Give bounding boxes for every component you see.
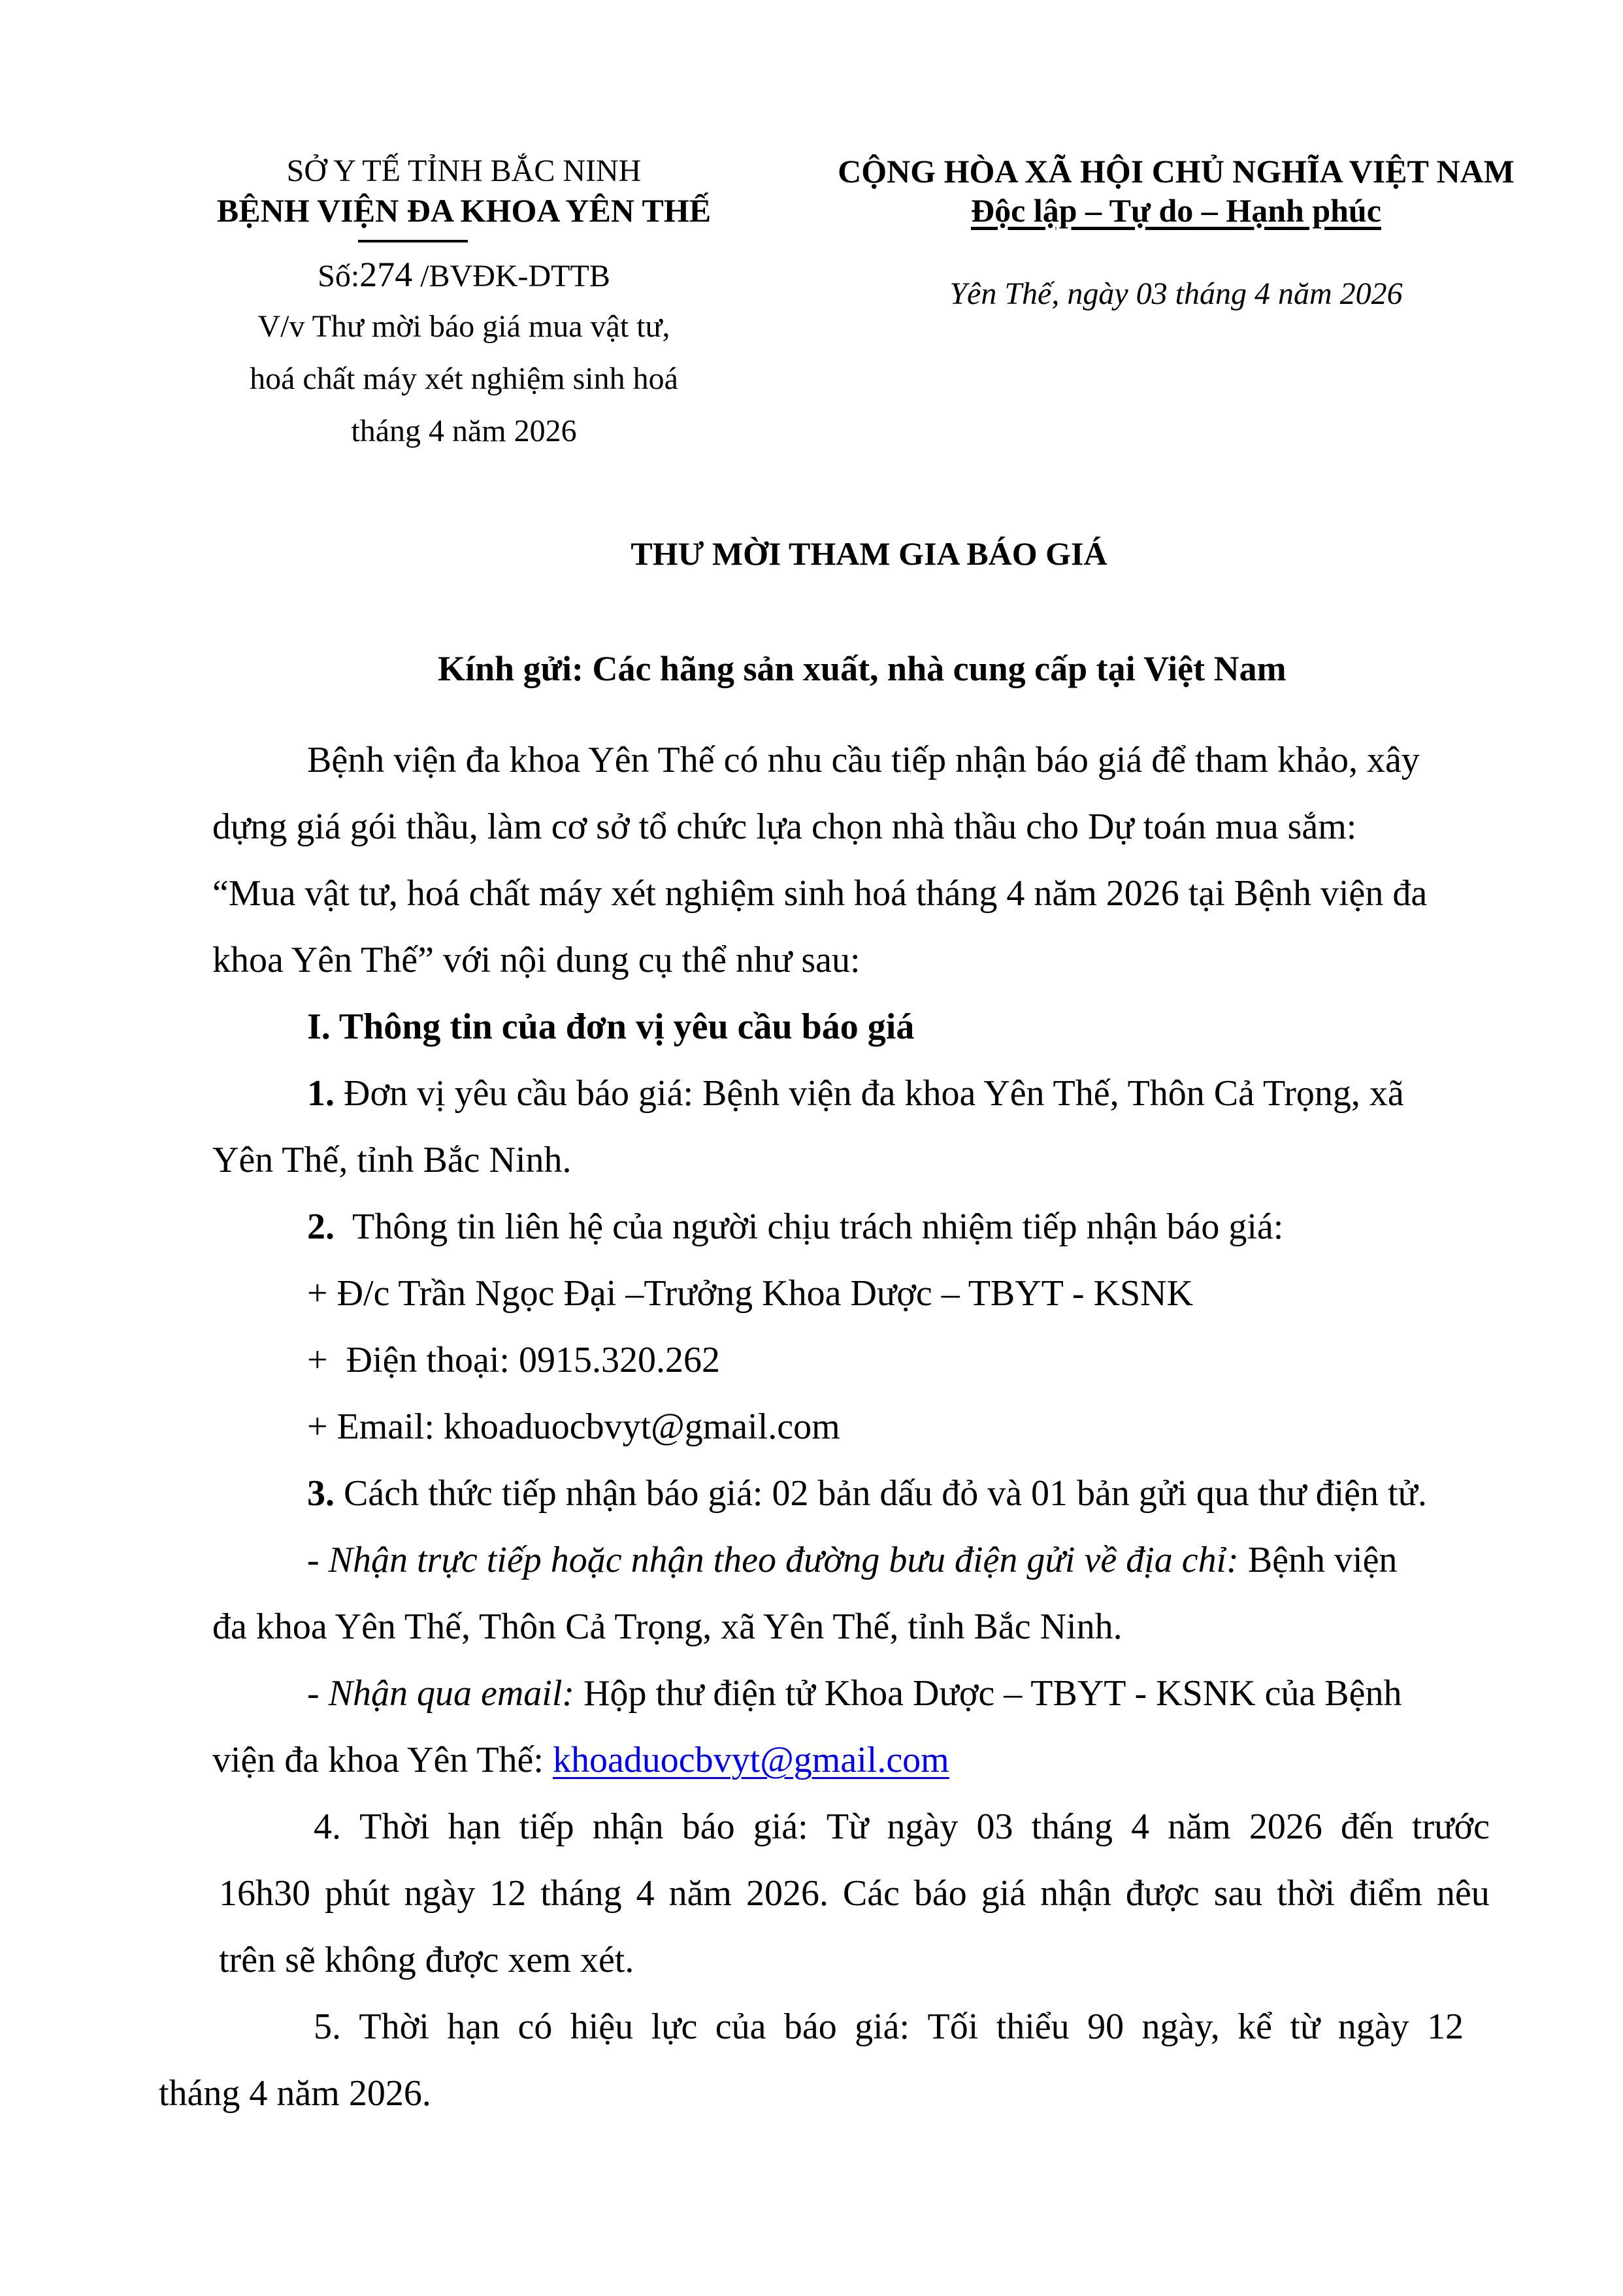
item-4-line-2-word: Các (842, 1873, 900, 1914)
item-2-line (307, 1193, 1283, 1260)
item-4-line-1-word: Thời (359, 1806, 430, 1847)
item-5-line-1-word: 12 (1426, 2006, 1464, 2047)
department-name: SỞ Y TẾ TỈNH BẮC NINH (286, 154, 642, 188)
direct-delivery-label: - Nhận trực tiếp hoặc nhận theo đường bưu điện gửi về địa chỉ: (307, 1540, 1239, 1580)
contact-phone: + Điện thoại: 0915.320.262 (307, 1340, 720, 1380)
item-4-line-1 (314, 1793, 1490, 1860)
item-5-line-1-word: hiệu (570, 2006, 634, 2047)
item-4-line-1-word: trước (1411, 1806, 1490, 1847)
email-delivery-line-2 (212, 1727, 949, 1793)
recipient-line: Kính gửi: Các hãng sản xuất, nhà cung cấp tại Việt Nam (438, 649, 1287, 688)
item-4-line-1-word: nhận (592, 1806, 664, 1847)
item-1-line-2: Yên Thế, tỉnh Bắc Ninh. (212, 1140, 572, 1180)
item-4-line-2-word: sau (1213, 1873, 1263, 1914)
contact-person: + Đ/c Trần Ngọc Đại –Trưởng Khoa Dược – TBYT - KSNK (307, 1273, 1194, 1314)
item-1-line-1 (307, 1060, 1404, 1127)
item-2-text: Thông tin liên hệ của người chịu trách nhiệm tiếp nhận báo giá: (335, 1206, 1284, 1247)
doc-number-prefix: Số: (318, 259, 360, 293)
item-5-line-1-word: kể (1238, 2006, 1272, 2047)
item-5-line-1-word: thiểu (996, 2006, 1070, 2047)
subject-line-3: tháng 4 năm 2026 (351, 414, 577, 448)
email-delivery-prefix: viện đa khoa Yên Thế: (212, 1740, 553, 1780)
item-1-text: Đơn vị yêu cầu báo giá: Bệnh viện đa khoa Yên Thế, Thôn Cả Trọng, xã (335, 1073, 1404, 1114)
direct-delivery-line (307, 1527, 1397, 1593)
item-4-line-1-word: đến (1340, 1806, 1394, 1847)
item-3-line (307, 1460, 1427, 1527)
item-4-line-2-word: nêu (1436, 1873, 1490, 1914)
direct-delivery-address: đa khoa Yên Thế, Thôn Cả Trọng, xã Yên Thế, tỉnh Bắc Ninh. (212, 1606, 1123, 1647)
item-5-line-1-word: báo (783, 2006, 837, 2047)
item-4-line-1-word: 2026 (1249, 1806, 1322, 1847)
item-4-line-2-word: nhận (1040, 1873, 1111, 1914)
item-4-line-2-word: phút (324, 1873, 390, 1914)
intro-line-2: dựng giá gói thầu, làm cơ sở tổ chức lựa chọn nhà thầu cho Dự toán mua sắm: (212, 807, 1357, 847)
item-5-line-1-word: của (715, 2006, 766, 2047)
item-4-line-2-word: thời (1277, 1873, 1336, 1914)
item-4-line-1-word: năm (1168, 1806, 1231, 1847)
email-delivery-line (307, 1660, 1402, 1727)
item-4-line-1-word: 4 (1131, 1806, 1150, 1847)
item-4-line-1-word: giá: (753, 1806, 808, 1847)
item-4-line-2-word: giá (981, 1873, 1026, 1914)
item-4-line-3: trên sẽ không được xem xét. (219, 1940, 634, 1980)
item-5-line-1-word: 90 (1087, 2006, 1124, 2047)
contact-email: + Email: khoaduocbvyt@gmail.com (307, 1406, 840, 1447)
item-5-line-2: tháng 4 năm 2026. (159, 2073, 431, 2114)
item-4-line-2-word: 12 (489, 1873, 527, 1914)
national-motto-text: Độc lập – Tự do – Hạnh phúc (971, 192, 1381, 229)
item-4-line-1-word: hạn (448, 1806, 501, 1847)
item-5-line-1-word: từ (1290, 2006, 1320, 2047)
item-4-line-2-word: điểm (1349, 1873, 1422, 1914)
item-4-line-1-word: Từ (826, 1806, 869, 1847)
subject-line-1: V/v Thư mời báo giá mua vật tư, (257, 309, 670, 344)
item-5-line-1-word: 5. (314, 2006, 341, 2047)
item-4-line-2-word: năm (668, 1873, 732, 1914)
intro-line-3: “Mua vật tư, hoá chất máy xét nghiệm sinh hoá tháng 4 năm 2026 tại Bệnh viện đa (212, 873, 1428, 914)
item-4-line-2-word: 4 (636, 1873, 655, 1914)
item-5-line-1-word: hạn (447, 2006, 500, 2047)
item-5-line-1-word: Tối (927, 2006, 979, 2047)
item-4-line-1-word: 03 (976, 1806, 1013, 1847)
intro-line-1-content: Bệnh viện đa khoa Yên Thế có nhu cầu tiếp nhận báo giá để tham khảo, xây (307, 740, 1420, 780)
item-4-line-1-word: báo (681, 1806, 735, 1847)
organization-name: BỆNH VIỆN ĐA KHOA YÊN THẾ (216, 192, 712, 229)
email-delivery-label: - Nhận qua email: (307, 1673, 575, 1714)
item-4-line-1-word: tháng (1031, 1806, 1113, 1847)
subject-line-2: hoá chất máy xét nghiệm sinh hoá (250, 361, 678, 396)
item-4-line-1-word: ngày (887, 1806, 959, 1847)
place-and-date: Yên Thế, ngày 03 tháng 4 năm 2026 (949, 276, 1403, 311)
item-4-line-2 (219, 1860, 1490, 1927)
direct-delivery-value: Bệnh viện (1238, 1540, 1398, 1580)
item-4-line-1-word: 4. (314, 1806, 341, 1847)
intro-line-1 (307, 727, 1481, 793)
intro-line-4: khoa Yên Thế” với nội dung cụ thể như sau: (212, 940, 861, 980)
item-5-line-1-word: ngày, (1141, 2006, 1220, 2047)
email-delivery-value: Hộp thư điện tử Khoa Dược – TBYT - KSNK của Bệnh (574, 1673, 1402, 1714)
doc-number-value: 274 (359, 255, 413, 294)
item-4-line-2-word: 2026. (746, 1873, 828, 1914)
item-5-line-1-word: lực (651, 2006, 698, 2047)
item-3-text: Cách thức tiếp nhận báo giá: 02 bản dấu đỏ và 01 bản gửi qua thư điện tử. (335, 1473, 1427, 1514)
document-number (157, 255, 771, 296)
item-5-line-1-word: Thời (359, 2006, 429, 2047)
item-3-number: 3. (307, 1473, 335, 1514)
item-5-line-1-word: có (517, 2006, 553, 2047)
item-4-line-1-word: tiếp (519, 1806, 574, 1847)
item-5-line-1-word: ngày (1337, 2006, 1409, 2047)
item-4-line-2-word: 16h30 (219, 1873, 310, 1914)
item-4-line-2-word: được (1125, 1873, 1200, 1914)
organization-underline-divider (358, 240, 468, 242)
item-4-line-2-word: tháng (540, 1873, 622, 1914)
item-5-line-1 (314, 1993, 1464, 2060)
item-5-line-1-word: giá: (855, 2006, 910, 2047)
item-4-line-2-word: báo (913, 1873, 967, 1914)
national-motto (771, 191, 1581, 230)
item-1-number: 1. (307, 1073, 335, 1114)
section-1-heading: I. Thông tin của đơn vị yêu cầu báo giá (307, 1007, 915, 1047)
nation-name: CỘNG HÒA XÃ HỘI CHỦ NGHĨA VIỆT NAM (838, 153, 1515, 190)
intro-line-1-text (307, 727, 1481, 793)
document-title: THƯ MỜI THAM GIA BÁO GIÁ (631, 535, 1107, 572)
doc-number-suffix: /BVĐK-DTTB (420, 259, 610, 293)
item-2-number: 2. (307, 1206, 335, 1247)
email-link[interactable]: khoaduocbvyt@gmail.com (552, 1740, 949, 1780)
item-4-line-2-word: ngày (404, 1873, 476, 1914)
